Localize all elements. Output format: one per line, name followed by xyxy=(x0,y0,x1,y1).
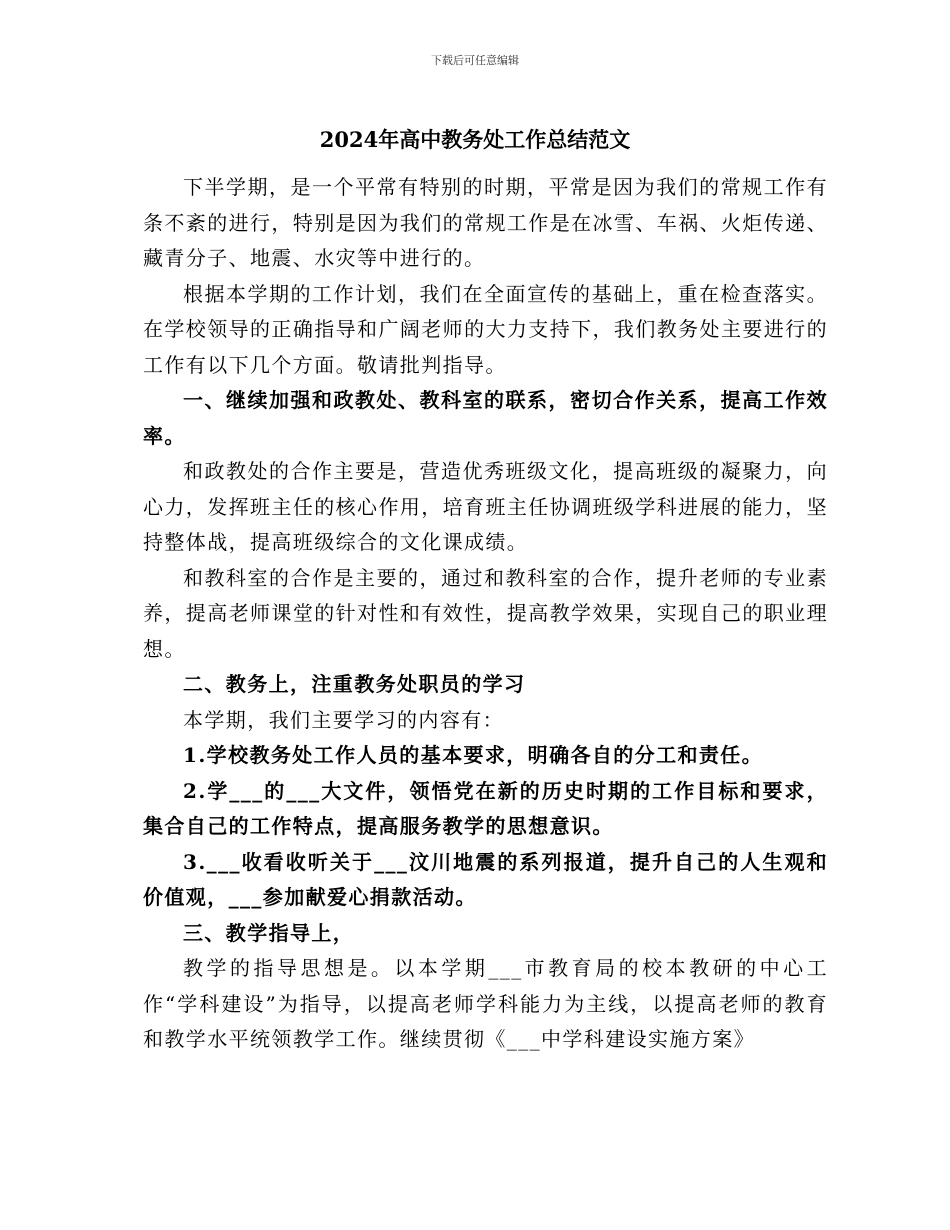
section-heading: 三、教学指导上， xyxy=(183,920,355,945)
paragraph: 和政教处的合作主要是，营造优秀班级文化，提高班级的凝聚力，向心力，发挥班主任的核心作用，培育班主任协调班级学科进展的能力，坚持整体战，提高班级综合的文化课成绩。 xyxy=(143,459,828,554)
paragraph: 下半学期，是一个平常有特别的时期，平常是因为我们的常规工作有条不紊的进行，特别是因为我们的常规工作是在冰雪、车祸、火炬传递、藏青分子、地震、水灾等中进行的。 xyxy=(143,175,828,270)
paragraph: 教学的指导思想是。以本学期___市教育局的校本教研的中心工作“学科建设”为指导，以提高老师学科能力为主线，以提高老师的教育和教学水平统领教学工作。继续贯彻《___中学科建设实施方案》 xyxy=(143,956,828,1051)
paragraph: 根据本学期的工作计划，我们在全面宣传的基础上，重在检查落实。在学校领导的正确指导和广阔老师的大力支持下，我们教务处主要进行的工作有以下几个方面。敬请批判指导。 xyxy=(143,281,828,377)
document-title: 2024年高中教务处工作总结范文 xyxy=(319,127,631,152)
list-item: 1.学校教务处工作人员的基本要求，明确各自的分工和责任。 xyxy=(183,743,764,767)
section-heading: 二、教务上，注重教务处职员的学习 xyxy=(183,672,526,696)
section-heading: 一、继续加强和政教处、教科室的联系，密切合作关系，提高工作效率。 xyxy=(143,388,828,448)
list-item: 3.___收看收听关于___汶川地震的系列报道，提升自己的人生观和价值观，___参加献爱心捐款活动。 xyxy=(143,849,828,909)
document-body xyxy=(143,170,828,1058)
paragraph: 本学期，我们主要学习的内容有： xyxy=(183,707,504,732)
paragraph: 和教科室的合作是主要的，通过和教科室的合作，提升老师的专业素养，提高老师课堂的针对性和有效性，提高教学效果，实现自己的职业理想。 xyxy=(143,565,828,661)
list-item: 2.学___的___大文件，领悟党在新的历史时期的工作目标和要求，集合自己的工作特点，提高服务教学的思想意识。 xyxy=(143,778,828,838)
page-header: 下载后可任意编辑 xyxy=(431,54,519,67)
